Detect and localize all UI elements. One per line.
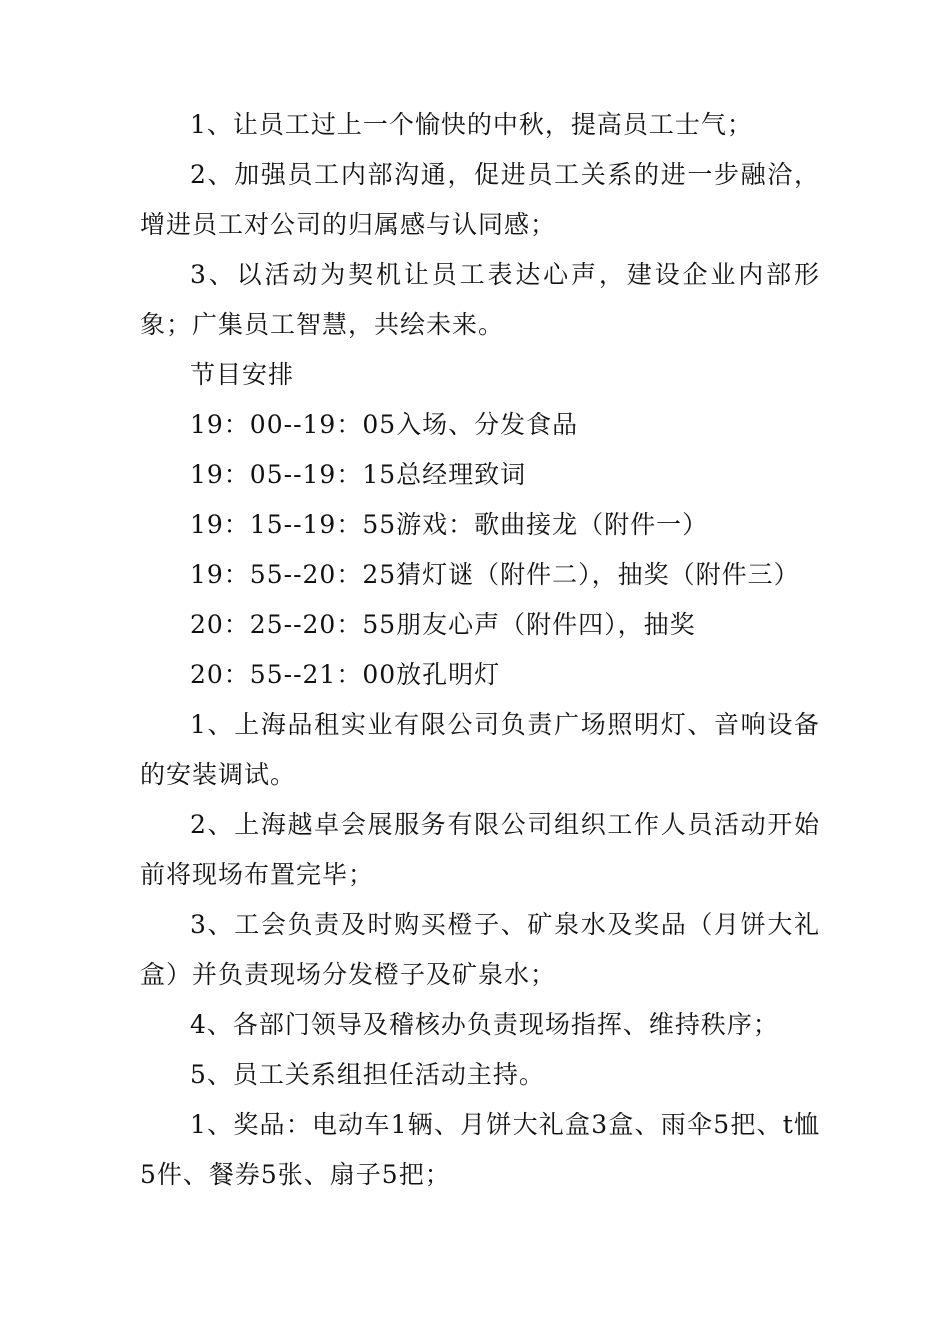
section-heading-program: 节目安排 [190, 360, 295, 389]
paragraph-prizes: 1、奖品：电动车1辆、月饼大礼盒3盒、雨伞5把、t恤5件、餐券5张、扇子5把； [140, 1110, 820, 1189]
paragraph-goal-1: 1、让员工过上一个愉快的中秋，提高员工士气； [190, 110, 753, 139]
paragraph-goal-2: 2、加强员工内部沟通，促进员工关系的进一步融洽，增进员工对公司的归属感与认同感； [140, 160, 820, 239]
paragraph-duty-3: 3、工会负责及时购买橙子、矿泉水及奖品（月饼大礼盒）并负责现场分发橙子及矿泉水； [140, 910, 820, 989]
paragraph-duty-4: 4、各部门领导及稽核办负责现场指挥、维持秩序； [190, 1010, 779, 1039]
schedule-item: 20：25--20：55朋友心声（附件四），抽奖 [190, 610, 696, 639]
schedule-item: 19：55--20：25猜灯谜（附件二），抽奖（附件三） [190, 560, 800, 589]
schedule-item: 20：55--21：00放孔明灯 [190, 660, 501, 689]
document-body [140, 100, 820, 1200]
paragraph-duty-2: 2、上海越卓会展服务有限公司组织工作人员活动开始前将现场布置完毕； [140, 810, 820, 889]
paragraph-duty-1: 1、上海品租实业有限公司负责广场照明灯、音响设备的安装调试。 [140, 710, 820, 789]
paragraph-goal-3: 3、以活动为契机让员工表达心声，建设企业内部形象；广集员工智慧，共绘未来。 [140, 260, 820, 339]
schedule-item: 19：15--19：55游戏：歌曲接龙（附件一） [190, 510, 709, 539]
schedule-item: 19：00--19：05入场、分发食品 [190, 410, 579, 439]
schedule-item: 19：05--19：15总经理致词 [190, 460, 527, 489]
paragraph-duty-5: 5、员工关系组担任活动主持。 [190, 1060, 545, 1089]
